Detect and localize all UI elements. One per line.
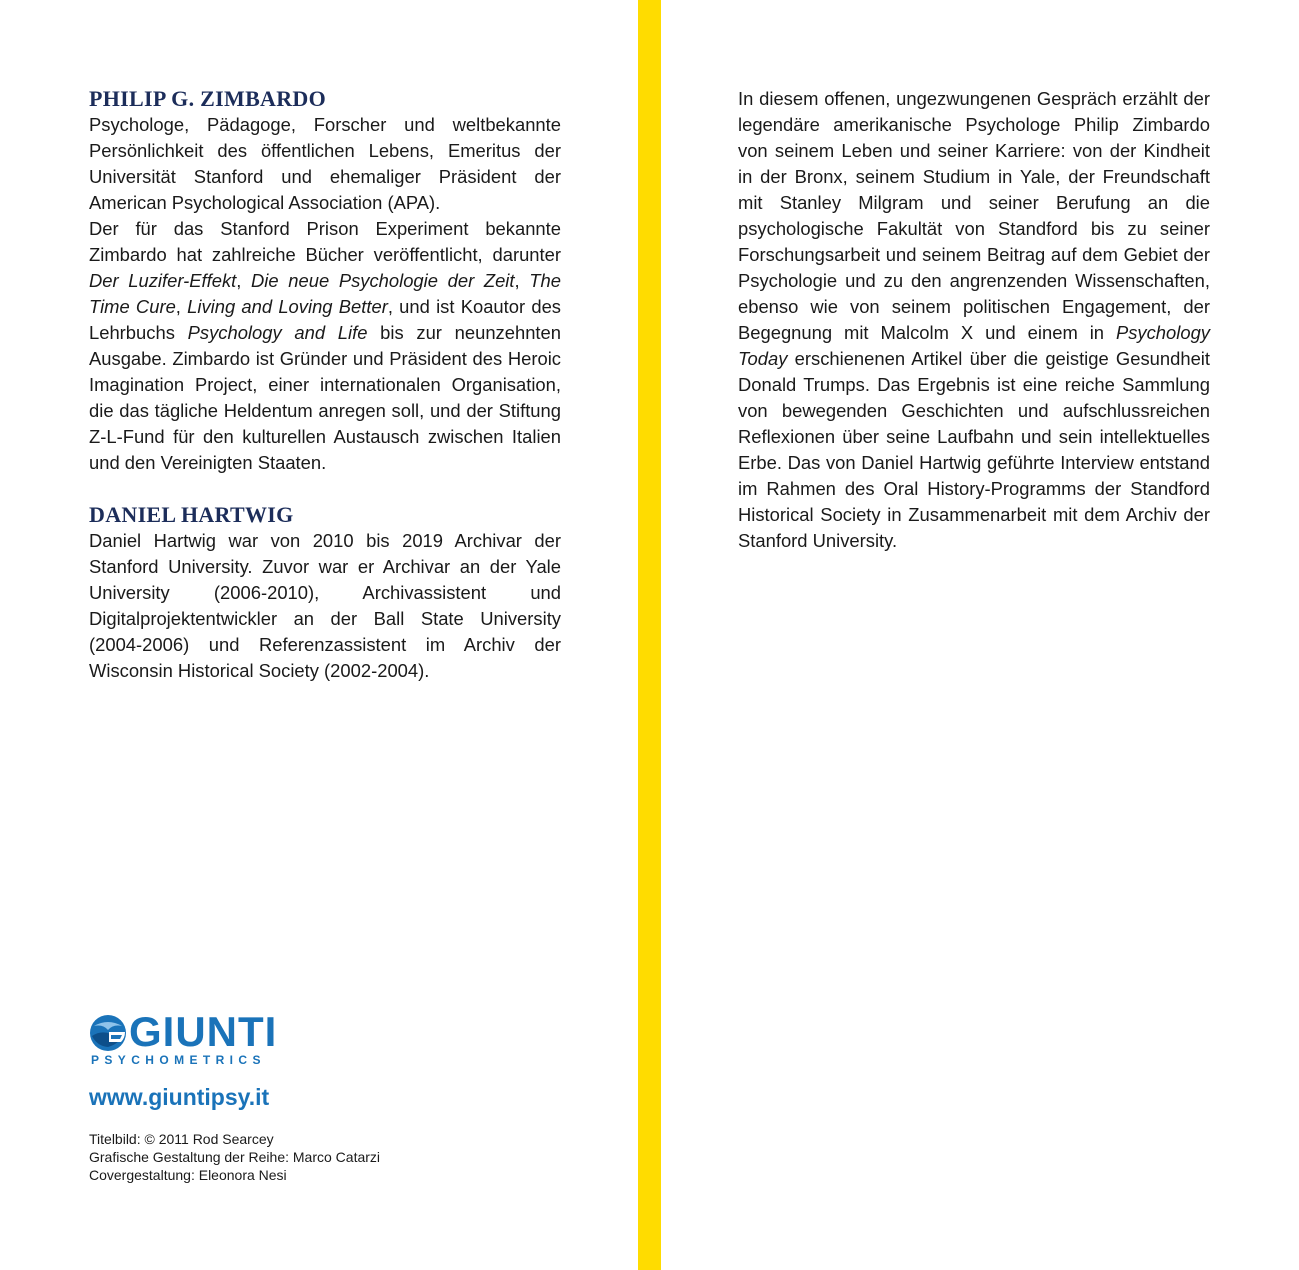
bio-hartwig: Daniel Hartwig war von 2010 bis 2019 Archivar der Stanford University. Zuvor war er Archivar an der Yale University (2006-2010), Archivassistent und Digitalprojektentwickler an der Ball State University (2004-2006) und Referenzassistent im Archiv der Wisconsin Historical Society (2002-2004). xyxy=(89,530,561,681)
author-bios xyxy=(89,86,561,684)
italic-title: Die neue Psychologie der Zeit xyxy=(251,270,515,291)
cover-credits xyxy=(89,1130,380,1184)
italic-title: Der Luzifer-Effekt xyxy=(89,270,237,291)
publisher-website: www.giuntipsy.it xyxy=(89,1084,270,1110)
giunti-logo xyxy=(89,1008,289,1068)
bio-zimbardo-intro: Psychologe, Pädagoge, Forscher und weltbekannte Persönlichkeit des öffentlichen Lebens, Emeritus der Universität Stanford und ehemaliger Präsident der American Psychological Association (APA). xyxy=(89,114,561,213)
credit-line: Titelbild: © 2011 Rod Searcey xyxy=(89,1131,274,1147)
italic-title: Psychology and Life xyxy=(187,322,368,343)
description-text: In diesem offenen, ungezwungenen Gespräch erzählt der legendäre amerikanische Psychologe Philip Zimbardo von seinem Leben und seiner Karriere: von der Kindheit in der Bronx, seinem Studium in Yale, der Freundschaft mit Stanley Milgram und seiner Berufung an die psychologische Fakultät von Standford bis zu seiner Forschungsarbeit und seinem Beitrag auf dem Gebiet der Psychologie und zu den angrenzenden Wissenschaften, ebenso wie von seinem politischen Engagement, der Begegnung mit Malcolm X und einem in Psychology Today erschienenen Artikel über die geistige Gesundheit Donald Trumps. Das Ergebnis ist eine reiche Sammlung von bewegenden Geschichten und aufschlussreichen Reflexionen über seine Laufbahn und sein intellektuelles Erbe. Das von Daniel Hartwig geführte Interview entstand im Rahmen des Oral History-Programms der Standford Historical Society in Zusammenarbeit mit dem Archiv der Stanford University. xyxy=(738,88,1210,551)
yellow-divider-stripe xyxy=(638,0,661,1270)
bio-zimbardo-body: Der für das Stanford Prison Experiment bekannte Zimbardo hat zahlreiche Bücher veröffentlicht, darunter Der Luzifer-Effekt, Die neue Psychologie der Zeit, The Time Cure, Living and Loving Better, und ist Koautor des Lehrbuchs Psychology and Life bis zur neunzehnten Ausgabe. Zimbardo ist Gründer und Präsident des Heroic Imagination Project, einer internationalen Organisation, die das tägliche Heldentum anregen soll, und der Stiftung Z-L-Fund für den kulturellen Austausch zwischen Italien und den Vereinigten Staaten. xyxy=(89,218,561,473)
italic-title: Living and Loving Better xyxy=(187,296,388,317)
book-description xyxy=(738,86,1210,554)
credit-line: Grafische Gestaltung der Reihe: Marco Catarzi xyxy=(89,1149,381,1165)
globe-logo-icon xyxy=(89,1014,127,1052)
author-name-zimbardo: PHILIP G. ZIMBARDO xyxy=(89,86,327,111)
logo-subtitle: PSYCHOMETRICS xyxy=(91,1053,266,1067)
italic-title: The Time Cure xyxy=(89,270,561,317)
italic-title: Psychology Today xyxy=(738,322,1210,369)
author-name-hartwig: DANIEL HARTWIG xyxy=(89,502,294,527)
credit-line: Covergestaltung: Eleonora Nesi xyxy=(89,1167,287,1183)
logo-wordmark: GIUNTI xyxy=(129,1008,278,1055)
